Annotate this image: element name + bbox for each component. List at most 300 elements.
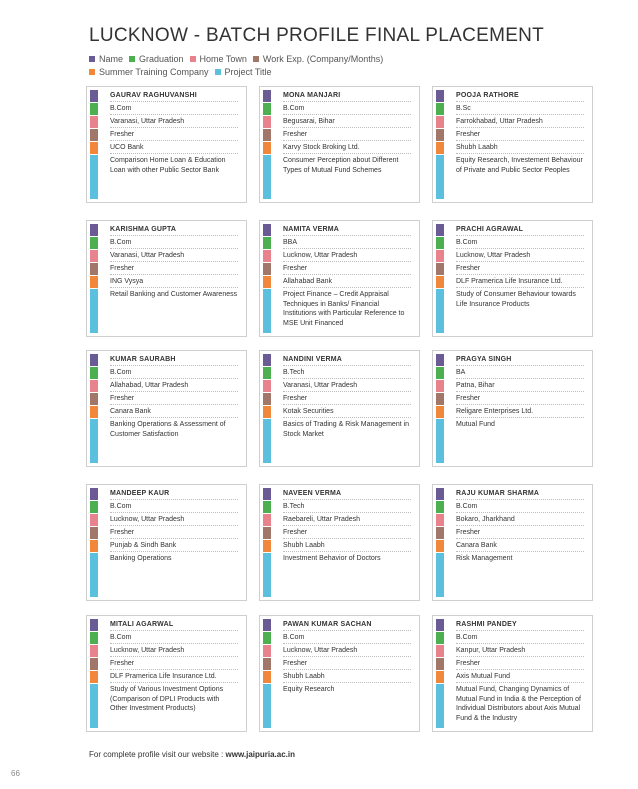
work-color-marker: [90, 393, 98, 405]
profile-name-row: [436, 224, 584, 236]
profile-hometown-row: [263, 380, 411, 392]
legend-label: Graduation: [139, 54, 184, 64]
profile-work-row: [436, 129, 584, 141]
profile-hometown-row: [90, 380, 238, 392]
summer-color-marker: [90, 406, 98, 418]
profile-summer: Karvy Stock Broking Ltd.: [283, 142, 411, 154]
profile-name-row: [263, 90, 411, 102]
project-color-marker: [436, 684, 444, 728]
legend-item-hometown: [190, 53, 247, 66]
profile-card: [432, 484, 593, 601]
profile-work: Fresher: [110, 393, 238, 405]
legend-label: Work Exp. (Company/Months): [262, 54, 384, 64]
project-color-marker: [90, 289, 98, 333]
profile-hometown-row: [90, 250, 238, 262]
graduation-color-marker: [436, 632, 444, 644]
profile-project: Retail Banking and Customer Awareness: [110, 291, 238, 298]
project-color-marker: [263, 289, 271, 333]
profile-work-row: [263, 263, 411, 275]
summer-color-marker: [263, 142, 271, 154]
summer-color-marker: [90, 276, 98, 288]
profile-project-row: [90, 684, 238, 728]
profile-name: MONA MANJARI: [283, 90, 411, 102]
summer-color-marker: [90, 142, 98, 154]
profile-card: [432, 615, 593, 732]
profile-hometown-row: [436, 116, 584, 128]
name-color-marker: [90, 619, 98, 631]
legend-swatch-hometown: [190, 56, 196, 62]
profile-project-row: [263, 553, 411, 597]
profile-card: [259, 350, 420, 467]
profile-work: Fresher: [283, 263, 411, 275]
name-color-marker: [263, 488, 271, 500]
profile-work-row: [436, 263, 584, 275]
profile-hometown: Varanasi, Uttar Pradesh: [110, 116, 238, 128]
work-color-marker: [263, 393, 271, 405]
profile-hometown: Lucknow, Uttar Pradesh: [283, 645, 411, 657]
profile-project-row: [436, 419, 584, 463]
profile-work: Fresher: [456, 263, 584, 275]
profile-name-row: [90, 619, 238, 631]
legend-item-graduation: [129, 53, 184, 66]
profile-work-row: [436, 658, 584, 670]
profile-graduation: B.Com: [456, 632, 584, 644]
profile-graduation: B.Tech: [283, 501, 411, 513]
profile-card: [86, 220, 247, 337]
profile-work: Fresher: [456, 658, 584, 670]
profile-project-row: [90, 419, 238, 463]
profile-work: Fresher: [110, 129, 238, 141]
hometown-color-marker: [90, 116, 98, 128]
profile-hometown: Farrokhabad, Uttar Pradesh: [456, 116, 584, 128]
profile-name: RAJU KUMAR SHARMA: [456, 488, 584, 500]
profile-work-row: [90, 129, 238, 141]
legend-swatch-work: [253, 56, 259, 62]
work-color-marker: [436, 393, 444, 405]
profile-summer-row: [263, 406, 411, 418]
profile-graduation-row: [263, 501, 411, 513]
profile-name-row: [436, 619, 584, 631]
profile-graduation: BA: [456, 367, 584, 379]
legend-label: Summer Training Company: [99, 67, 209, 77]
profile-summer: Shubh Laabh: [283, 671, 411, 683]
profile-project: Mutual Fund: [456, 421, 495, 428]
profile-summer-row: [436, 406, 584, 418]
graduation-color-marker: [90, 103, 98, 115]
graduation-color-marker: [263, 103, 271, 115]
profile-project: Consumer Perception about Different Types of Mutual Fund Schemes: [283, 157, 399, 174]
hometown-color-marker: [90, 645, 98, 657]
graduation-color-marker: [436, 237, 444, 249]
profile-hometown-row: [90, 645, 238, 657]
name-color-marker: [263, 224, 271, 236]
legend-label: Name: [99, 54, 124, 64]
work-color-marker: [436, 129, 444, 141]
name-color-marker: [436, 354, 444, 366]
summer-color-marker: [263, 276, 271, 288]
profile-graduation: B.Com: [110, 501, 238, 513]
profile-work-row: [90, 527, 238, 539]
profile-graduation-row: [90, 367, 238, 379]
profile-name: NAVEEN VERMA: [283, 488, 411, 500]
profile-hometown-row: [90, 116, 238, 128]
profile-work-row: [90, 658, 238, 670]
graduation-color-marker: [436, 103, 444, 115]
hometown-color-marker: [90, 250, 98, 262]
summer-color-marker: [436, 540, 444, 552]
name-color-marker: [90, 90, 98, 102]
profile-project: Study of Various Investment Options (Comparison of DPLI Products with Other Investment Products): [110, 686, 224, 712]
profile-summer-row: [90, 276, 238, 288]
profile-name: MITALI AGARWAL: [110, 619, 238, 631]
profile-project-row: [436, 155, 584, 199]
work-color-marker: [90, 129, 98, 141]
profile-summer: UCO Bank: [110, 142, 238, 154]
profile-graduation: B.Com: [110, 103, 238, 115]
website-link[interactable]: www.jaipuria.ac.in: [225, 750, 295, 759]
summer-color-marker: [263, 406, 271, 418]
legend-swatch-project: [215, 69, 221, 75]
project-color-marker: [436, 289, 444, 333]
project-color-marker: [436, 553, 444, 597]
profile-graduation: B.Com: [110, 237, 238, 249]
hometown-color-marker: [436, 380, 444, 392]
footer: [89, 750, 295, 759]
profile-card: [259, 615, 420, 732]
profile-graduation-row: [436, 367, 584, 379]
profile-hometown-row: [90, 514, 238, 526]
hometown-color-marker: [263, 380, 271, 392]
graduation-color-marker: [263, 367, 271, 379]
profile-hometown-row: [436, 380, 584, 392]
profile-summer: Axis Mutual Fund: [456, 671, 584, 683]
profile-hometown: Bokaro, Jharkhand: [456, 514, 584, 526]
profile-hometown: Patna, Bihar: [456, 380, 584, 392]
hometown-color-marker: [263, 514, 271, 526]
profile-summer: ING Vysya: [110, 276, 238, 288]
profile-summer-row: [90, 142, 238, 154]
profile-name: GAURAV RAGHUVANSHI: [110, 90, 238, 102]
profile-project-row: [263, 684, 411, 728]
profile-project-row: [436, 684, 584, 728]
profile-hometown-row: [436, 514, 584, 526]
name-color-marker: [90, 354, 98, 366]
profile-hometown: Kanpur, Uttar Pradesh: [456, 645, 584, 657]
profile-project-row: [263, 419, 411, 463]
profile-name-row: [436, 90, 584, 102]
name-color-marker: [90, 224, 98, 236]
profile-name: PRAGYA SINGH: [456, 354, 584, 366]
profile-graduation-row: [263, 367, 411, 379]
legend: [89, 53, 529, 79]
profile-name: RASHMI PANDEY: [456, 619, 584, 631]
legend-swatch-summer: [89, 69, 95, 75]
profile-project-row: [263, 155, 411, 199]
profile-project: Equity Research: [283, 686, 335, 693]
profile-project: Project Finance – Credit Appraisal Techniques in Banks/ Financial Institutions with Particular Reference to MSE Unit Financed: [283, 291, 405, 327]
profile-graduation-row: [90, 237, 238, 249]
summer-color-marker: [90, 540, 98, 552]
profile-summer: DLF Pramerica Life Insurance Ltd.: [456, 276, 584, 288]
summer-color-marker: [263, 540, 271, 552]
project-color-marker: [263, 155, 271, 199]
work-color-marker: [263, 527, 271, 539]
profile-summer-row: [436, 540, 584, 552]
name-color-marker: [263, 90, 271, 102]
profile-summer-row: [263, 671, 411, 683]
graduation-color-marker: [90, 632, 98, 644]
work-color-marker: [436, 263, 444, 275]
profile-graduation: B.Com: [110, 367, 238, 379]
profile-work: Fresher: [110, 263, 238, 275]
profile-work: Fresher: [456, 527, 584, 539]
profile-work: Fresher: [283, 658, 411, 670]
profile-card: [259, 86, 420, 203]
profile-hometown-row: [263, 116, 411, 128]
hometown-color-marker: [263, 645, 271, 657]
project-color-marker: [90, 155, 98, 199]
profile-card: [86, 484, 247, 601]
profile-summer: Shubh Laabh: [283, 540, 411, 552]
profile-graduation: BBA: [283, 237, 411, 249]
profile-card: [432, 350, 593, 467]
work-color-marker: [436, 527, 444, 539]
summer-color-marker: [436, 142, 444, 154]
profile-hometown: Begusarai, Bihar: [283, 116, 411, 128]
profile-graduation-row: [436, 103, 584, 115]
profile-name-row: [436, 354, 584, 366]
hometown-color-marker: [436, 645, 444, 657]
profile-hometown: Allahabad, Uttar Pradesh: [110, 380, 238, 392]
profile-card: [86, 615, 247, 732]
hometown-color-marker: [263, 250, 271, 262]
profile-hometown: Lucknow, Uttar Pradesh: [110, 514, 238, 526]
profile-name-row: [263, 354, 411, 366]
profile-graduation-row: [263, 632, 411, 644]
profile-name: NAMITA VERMA: [283, 224, 411, 236]
legend-label: Home Town: [199, 54, 247, 64]
profile-summer: Religare Enterprises Ltd.: [456, 406, 584, 418]
summer-color-marker: [436, 671, 444, 683]
project-color-marker: [436, 419, 444, 463]
project-color-marker: [263, 553, 271, 597]
profile-hometown: Lucknow, Uttar Pradesh: [283, 250, 411, 262]
profile-hometown: Lucknow, Uttar Pradesh: [110, 645, 238, 657]
profile-name-row: [263, 224, 411, 236]
legend-item-work: [253, 53, 383, 66]
legend-item-name: [89, 53, 123, 66]
profile-summer: DLF Pramerica Life Insurance Ltd.: [110, 671, 238, 683]
profile-summer: Kotak Securities: [283, 406, 411, 418]
legend-swatch-graduation: [129, 56, 135, 62]
profile-project: Basics of Trading & Risk Management in Stock Market: [283, 421, 410, 438]
profile-graduation-row: [90, 103, 238, 115]
name-color-marker: [436, 619, 444, 631]
profile-card: [432, 220, 593, 337]
name-color-marker: [90, 488, 98, 500]
name-color-marker: [263, 619, 271, 631]
profile-graduation-row: [263, 237, 411, 249]
profile-name: KUMAR SAURABH: [110, 354, 238, 366]
name-color-marker: [263, 354, 271, 366]
profile-hometown: Raebareli, Uttar Pradesh: [283, 514, 411, 526]
profile-graduation-row: [436, 501, 584, 513]
summer-color-marker: [436, 406, 444, 418]
profile-name-row: [90, 488, 238, 500]
work-color-marker: [90, 527, 98, 539]
profile-name-row: [90, 354, 238, 366]
project-color-marker: [263, 419, 271, 463]
profile-work: Fresher: [283, 129, 411, 141]
profile-work: Fresher: [283, 393, 411, 405]
work-color-marker: [90, 658, 98, 670]
profile-summer: Punjab & Sindh Bank: [110, 540, 238, 552]
profile-project: Mutual Fund, Changing Dynamics of Mutual Fund in India & the Perception of Individual Distributors about Axis Mutual Fund & the Industry: [456, 686, 581, 722]
profile-work-row: [90, 263, 238, 275]
work-color-marker: [263, 263, 271, 275]
footer-text: For complete profile visit our website :: [89, 750, 226, 759]
profile-project-row: [436, 289, 584, 333]
profile-work-row: [263, 527, 411, 539]
project-color-marker: [90, 553, 98, 597]
legend-item-summer: [89, 66, 209, 79]
work-color-marker: [263, 129, 271, 141]
graduation-color-marker: [90, 501, 98, 513]
profile-project-row: [90, 553, 238, 597]
profile-work-row: [263, 393, 411, 405]
hometown-color-marker: [436, 116, 444, 128]
profile-summer-row: [436, 276, 584, 288]
profile-card: [432, 86, 593, 203]
profile-work-row: [263, 658, 411, 670]
profile-project: Comparison Home Loan & Education Loan with other Public Sector Bank: [110, 157, 226, 174]
graduation-color-marker: [90, 367, 98, 379]
profile-work: Fresher: [283, 527, 411, 539]
legend-swatch-name: [89, 56, 95, 62]
project-color-marker: [90, 684, 98, 728]
profile-graduation: B.Com: [283, 632, 411, 644]
legend-label: Project Title: [224, 67, 272, 77]
profile-graduation: B.Tech: [283, 367, 411, 379]
profile-summer: Canara Bank: [456, 540, 584, 552]
profile-graduation-row: [90, 632, 238, 644]
work-color-marker: [263, 658, 271, 670]
profile-summer-row: [90, 540, 238, 552]
hometown-color-marker: [90, 514, 98, 526]
hometown-color-marker: [263, 116, 271, 128]
profile-name-row: [90, 90, 238, 102]
graduation-color-marker: [263, 632, 271, 644]
profile-work: Fresher: [456, 393, 584, 405]
profile-name-row: [263, 488, 411, 500]
profile-name-row: [263, 619, 411, 631]
hometown-color-marker: [436, 250, 444, 262]
profile-graduation: B.Com: [110, 632, 238, 644]
profile-project-row: [90, 155, 238, 199]
profile-name: NANDINI VERMA: [283, 354, 411, 366]
profile-summer-row: [90, 406, 238, 418]
name-color-marker: [436, 90, 444, 102]
profile-project: Equity Research, Investement Behaviour of Private and Public Sector Peoples: [456, 157, 583, 174]
profile-project: Risk Management: [456, 555, 513, 562]
profile-name-row: [436, 488, 584, 500]
profile-graduation-row: [263, 103, 411, 115]
hometown-color-marker: [436, 514, 444, 526]
work-color-marker: [436, 658, 444, 670]
profile-summer: Allahabad Bank: [283, 276, 411, 288]
profile-project: Banking Operations & Assessment of Customer Satisfaction: [110, 421, 226, 438]
profile-project-row: [436, 553, 584, 597]
page-number: 66: [11, 769, 20, 778]
profile-name: KARISHMA GUPTA: [110, 224, 238, 236]
page-title: LUCKNOW - BATCH PROFILE FINAL PLACEMENT: [89, 25, 545, 46]
profile-hometown: Lucknow, Uttar Pradesh: [456, 250, 584, 262]
profile-card: [259, 484, 420, 601]
legend-item-project: [215, 66, 272, 79]
summer-color-marker: [436, 276, 444, 288]
profile-summer: Canara Bank: [110, 406, 238, 418]
project-color-marker: [436, 155, 444, 199]
profile-work: Fresher: [110, 527, 238, 539]
profile-summer-row: [90, 671, 238, 683]
profile-graduation: B.Com: [456, 501, 584, 513]
profile-name: MANDEEP KAUR: [110, 488, 238, 500]
profile-graduation: B.Com: [283, 103, 411, 115]
hometown-color-marker: [90, 380, 98, 392]
name-color-marker: [436, 224, 444, 236]
graduation-color-marker: [436, 367, 444, 379]
profile-summer-row: [263, 142, 411, 154]
profile-name: PRACHI AGRAWAL: [456, 224, 584, 236]
profile-work: Fresher: [110, 658, 238, 670]
profile-project-row: [263, 289, 411, 333]
profile-graduation: B.Sc: [456, 103, 584, 115]
profile-hometown-row: [436, 250, 584, 262]
name-color-marker: [436, 488, 444, 500]
profile-graduation-row: [436, 632, 584, 644]
profile-graduation-row: [90, 501, 238, 513]
profile-work: Fresher: [456, 129, 584, 141]
profile-summer-row: [436, 142, 584, 154]
profile-hometown-row: [263, 514, 411, 526]
graduation-color-marker: [436, 501, 444, 513]
profile-name: POOJA RATHORE: [456, 90, 584, 102]
profile-work-row: [263, 129, 411, 141]
graduation-color-marker: [90, 237, 98, 249]
work-color-marker: [90, 263, 98, 275]
profile-hometown-row: [436, 645, 584, 657]
graduation-color-marker: [263, 501, 271, 513]
profile-graduation-row: [436, 237, 584, 249]
profile-hometown-row: [263, 250, 411, 262]
profile-card: [86, 86, 247, 203]
profile-project: Investment Behavior of Doctors: [283, 555, 381, 562]
profile-work-row: [436, 393, 584, 405]
project-color-marker: [90, 419, 98, 463]
profile-hometown: Varanasi, Uttar Pradesh: [283, 380, 411, 392]
summer-color-marker: [263, 671, 271, 683]
graduation-color-marker: [263, 237, 271, 249]
profile-summer-row: [436, 671, 584, 683]
profile-hometown: Varanasi, Uttar Pradesh: [110, 250, 238, 262]
profile-project: Study of Consumer Behaviour towards Life Insurance Products: [456, 291, 576, 308]
profile-work-row: [90, 393, 238, 405]
profile-project: Banking Operations: [110, 555, 172, 562]
profile-hometown-row: [263, 645, 411, 657]
profile-name-row: [90, 224, 238, 236]
profile-card: [86, 350, 247, 467]
profile-name: PAWAN KUMAR SACHAN: [283, 619, 411, 631]
